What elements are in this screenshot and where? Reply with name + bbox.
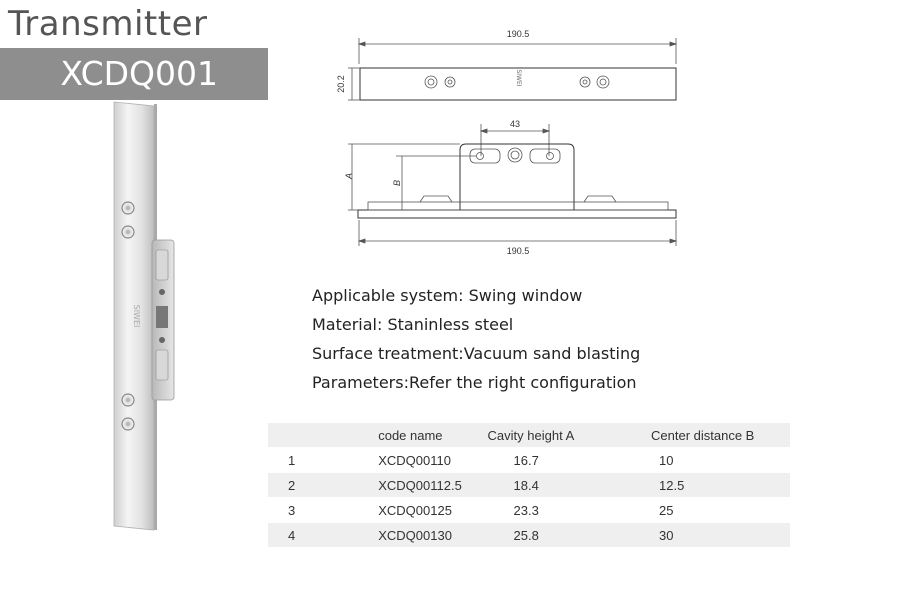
row-center-distance: 25 (659, 502, 674, 518)
row-cavity-height: 25.8 (513, 527, 539, 543)
row-index: 2 (288, 477, 296, 493)
row-index: 1 (288, 452, 296, 468)
row-code: XCDQ00130 (378, 527, 452, 543)
row-code: XCDQ00125 (378, 502, 452, 518)
table-row (268, 523, 790, 548)
configuration-table (268, 423, 790, 547)
row-index: 3 (288, 502, 296, 518)
svg-text:SIWEI: SIWEI (132, 304, 141, 328)
row-center-distance: 10 (659, 452, 674, 468)
row-index: 4 (288, 527, 296, 543)
spec-list (312, 281, 640, 397)
header-cavity-height: Cavity height A (487, 427, 575, 443)
table-row (268, 498, 790, 523)
spec-parameters: Parameters:Refer the right configuration (312, 373, 637, 392)
technical-drawing (330, 20, 690, 265)
product-title: Transmitter (8, 4, 208, 44)
height-label: 20.2 (336, 75, 346, 93)
row-cavity-height: 18.4 (513, 477, 539, 493)
row-cavity-height: 16.7 (513, 452, 539, 468)
spacing-label: 43 (509, 119, 521, 129)
product-photo (96, 100, 186, 540)
drawing-brand-mark: SIWEI (515, 69, 522, 87)
row-cavity-height: 23.3 (513, 502, 539, 518)
row-code: XCDQ00110 (378, 452, 451, 468)
table-header-row (268, 423, 790, 448)
table-row (268, 448, 790, 473)
dimension-a-label: A (344, 172, 354, 180)
row-code: XCDQ00112.5 (378, 477, 462, 493)
model-code: XCDQ001 (60, 54, 218, 93)
spec-surface: Surface treatment:Vacuum sand blasting (312, 344, 641, 363)
top-width-label: 190.5 (506, 29, 530, 39)
table-row (268, 473, 790, 498)
spec-material: Material: Staninless steel (312, 315, 514, 334)
row-center-distance: 12.5 (659, 477, 685, 493)
bottom-width-label: 190.5 (506, 246, 530, 256)
header-code-name: code name (378, 427, 443, 443)
spec-system: Applicable system: Swing window (312, 286, 583, 305)
header-index (268, 423, 378, 448)
row-center-distance: 30 (659, 527, 674, 543)
header-center-distance: Center distance B (651, 427, 755, 443)
model-code-banner (0, 48, 268, 100)
dimension-b-label: B (392, 179, 402, 187)
